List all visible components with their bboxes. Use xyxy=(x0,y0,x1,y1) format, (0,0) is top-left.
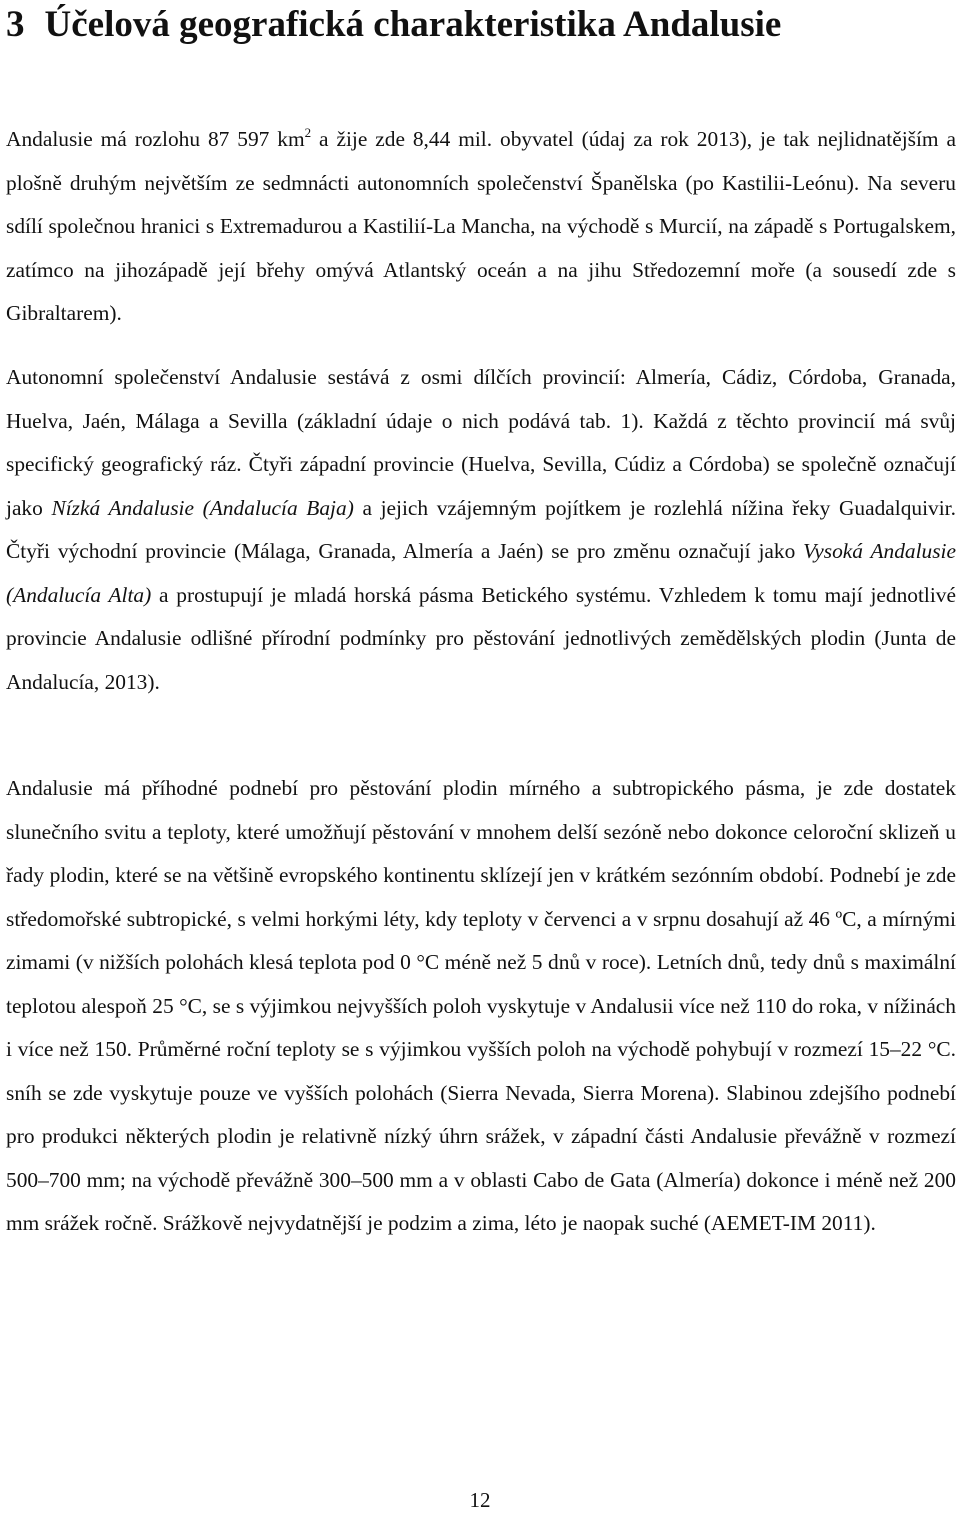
paragraph-area-population xyxy=(6,118,956,336)
population-borders-text: a žije zde 8,44 mil. obyvatel (údaj za rok 2013), je tak nejlidnatějším a plošně druhým největším ze sedmnácti autonomních společenství Španělska (po Kastilii-Leónu). Na severu sdílí společnou hranici s Extremadurou a Kastilií-La Mancha, na východě s Murcií, na západě s Portugalskem, zatímco na jihozápadě její břehy omývá Atlantský oceán a na jihu Středozemní moře (a sousedí zde s Gibraltarem). xyxy=(6,127,956,325)
provinces-text-3: a prostupují je mladá horská pásma Betického systému. Vzhledem k tomu mají jednotlivé provincie Andalusie odlišné přírodní podmínky pro pěstování jednotlivých zemědělských plodin (Junta de Andalucía, 2013). xyxy=(6,582,956,694)
chapter-title: Účelová geografická charakteristika Andalusie xyxy=(44,4,782,45)
provinces-text-2: a jejich vzájemným pojítkem je rozlehlá nížina řeky Guadalquivir. Čtyři východní provincie (Málaga, Granada, Almería a Jaén) se pro změnu označují jako xyxy=(6,495,956,563)
chapter-number: 3 xyxy=(6,4,25,45)
high-andalusia-term: Vysoká Andalusie (Andalucía Alta) xyxy=(6,539,956,607)
chapter-heading xyxy=(6,2,781,48)
paragraph-climate xyxy=(6,767,956,1246)
provinces-text-1: Autonomní společenství Andalusie sestává z osmi dílčích provincií: Almería, Cádiz, Córdoba, Granada, Huelva, Jaén, Málaga a Sevilla (základní údaje o nich podává tab. 1). Každá z těchto provincií má svůj specifický geografický ráz. Čtyři západní provincie (Huelva, Sevilla, Cúdiz a Córdoba) se společně označují jako xyxy=(6,365,956,520)
low-andalusia-term: Nízká Andalusie (Andalucía Baja) xyxy=(51,495,354,520)
page-number: 12 xyxy=(469,1488,491,1512)
climate-text: Andalusie má příhodné podnebí pro pěstování plodin mírného a subtropického pásma, je zde dostatek slunečního svitu a teploty, které umožňují pěstování v mnohem delší sezóně nebo dokonce celoroční sklizeň u řady plodin, které se na většině evropského kontinentu sklízejí jen v krátkém sezónním období. Podnebí je zde středomořské subtropické, s velmi horkými léty, kdy teploty v červenci a v srpnu dosahují až 46 ºC, a mírnými zimami (v nižších polohách klesá teplota pod 0 °C méně než 5 dnů v roce). Letních dnů, tedy dnů s maximální teplotou alespoň 25 °C, se s výjimkou nejvyšších poloh vyskytuje v Andalusii více než 110 do roka, v nížinách i více než 150. Průměrné roční teploty se s výjimkou vyšších poloh na východě pohybují v rozmezí 15–22 °C. sníh se zde vyskytuje pouze ve vyšších polohách (Sierra Nevada, Sierra Morena). Slabinou zdejšího podnebí pro produkci některých plodin je relativně nízký úhrn srážek, v západní části Andalusie převážně v rozmezí 500–700 mm; na východě převážně 300–500 mm a v oblasti Cabo de Gata (Almería) dokonce i méně než 200 mm srážek ročně. Srážkově nejvydatnější je podzim a zima, léto je naopak suché (AEMET-IM 2011). xyxy=(6,776,956,1235)
paragraph-provinces xyxy=(6,356,956,704)
area-unit-superscript: 2 xyxy=(304,125,312,140)
area-text: Andalusie má rozlohu 87 597 km xyxy=(6,127,305,151)
